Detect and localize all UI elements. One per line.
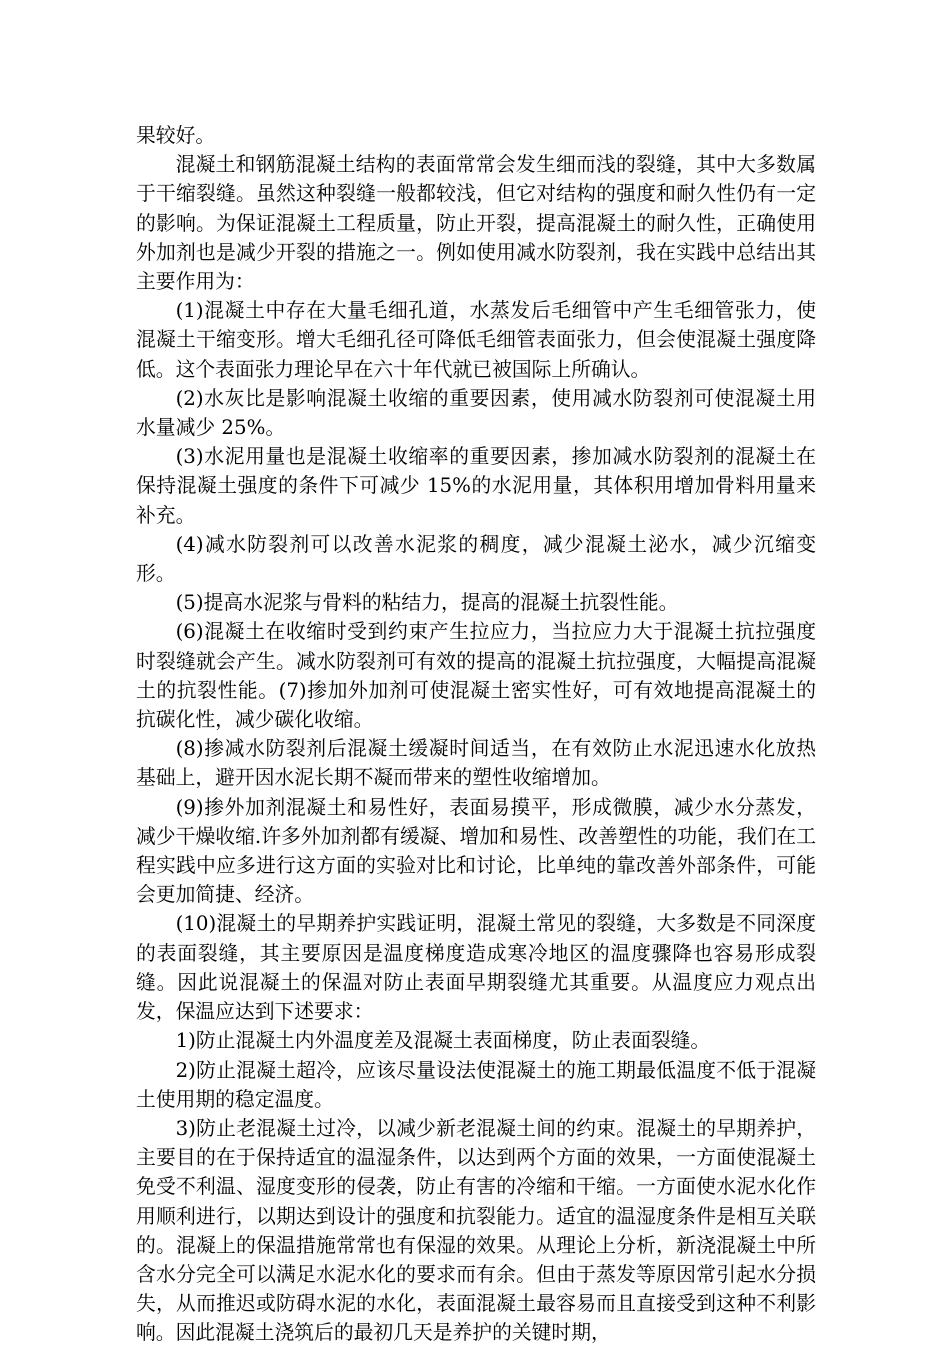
paragraph-intro: 混凝土和钢筋混凝土结构的表面常常会发生细而浅的裂缝，其中大多数属于干缩裂缝。虽然这种裂缝一般都较浅，但它对结构的强度和耐久性仍有一定的影响。为保证混凝土工程质量，防止开裂，提高混凝土的耐久性，正确使用外加剂也是减少开裂的措施之一。例如使用减水防裂剂，我在实践中总结出其主要作用为： [136, 153, 816, 294]
paragraph-sub-3: 3)防止老混凝土过冷，以减少新老混凝土间的约束。混凝土的早期养护，主要目的在于保持适宜的温湿条件，以达到两个方面的效果，一方面使混凝土免受不利温、湿度变形的侵袭，防止有害的冷缩和干缩。一方面使水泥水化作用顺利进行，以期达到设计的强度和抗裂能力。适宜的温湿度条件是相互关联的。混凝上的保温措施常常也有保湿的效果。从理论上分析，新浇混凝土中所含水分完全可以满足水泥水化的要求而有余。但由于蒸发等原因常引起水分损失，从而推迟或防碍水泥的水化，表面混凝土最容易而且直接受到这种不利影响。因此混凝土浇筑后的最初几天是养护的关键时期， [136, 1116, 816, 1345]
paragraph-item-5: (5)提高水泥浆与骨料的粘结力，提高的混凝土抗裂性能。 [175, 591, 679, 615]
paragraph-continuation: 果较好。 [136, 124, 216, 147]
paragraph-item-3: (3)水泥用量也是混凝土收缩率的重要因素，掺加减水防裂剂的混凝土在保持混凝土强度的条件下可减少 15%的水泥用量，其体积用增加骨料用量来补充。 [136, 445, 816, 527]
paragraph-item-4: (4)减水防裂剂可以改善水泥浆的稠度，减少混凝土泌水，减少沉缩变形。 [136, 532, 816, 586]
document-body [136, 121, 816, 1348]
paragraph-sub-2: 2)防止混凝土超冷，应该尽量设法使混凝土的施工期最低温度不低于混凝土使用期的稳定温度。 [136, 1058, 816, 1111]
paragraph-item-10: (10)混凝土的早期养护实践证明，混凝土常见的裂缝，大多数是不同深度的表面裂缝，其主要原因是温度梯度造成寒冷地区的温度骤降也容易形成裂缝。因此说混凝土的保温对防止表面早期裂缝尤其重要。从温度应力观点出发，保温应达到下述要求： [136, 912, 816, 1024]
paragraph-item-2: (2)水灰比是影响混凝土收缩的重要因素，使用减水防裂剂可使混凝土用水量减少 25%。 [136, 386, 816, 440]
paragraph-item-6-7: (6)混凝土在收缩时受到约束产生拉应力，当拉应力大于混凝土抗拉强度时裂缝就会产生。减水防裂剂可有效的提高的混凝土抗拉强度，大幅提高混凝土的抗裂性能。(7)掺加外加剂可使混凝土密实性好，可有效地提高混凝土的抗碳化性，减少碳化收缩。 [136, 620, 816, 732]
paragraph-sub-1: 1)防止混凝土内外温度差及混凝土表面梯度，防止表面裂缝。 [175, 1029, 711, 1053]
paragraph-item-8: (8)掺减水防裂剂后混凝土缓凝时间适当，在有效防止水泥迅速水化放热基础上，避开因水泥长期不凝而带来的塑性收缩增加。 [136, 737, 816, 790]
paragraph-item-1: (1)混凝土中存在大量毛细孔道，水蒸发后毛细管中产生毛细管张力，使混凝土干缩变形。增大毛细孔径可降低毛细管表面张力，但会使混凝土强度降低。这个表面张力理论早在六十年代就已被国际上所确认。 [136, 299, 816, 381]
paragraph-item-9: (9)掺外加剂混凝土和易性好，表面易摸平，形成微膜，减少水分蒸发，减少干燥收缩.许多外加剂都有缓凝、增加和易性、改善塑性的功能，我们在工程实践中应多进行这方面的实验对比和讨论，比单纯的靠改善外部条件，可能会更加简捷、经济。 [136, 795, 816, 907]
